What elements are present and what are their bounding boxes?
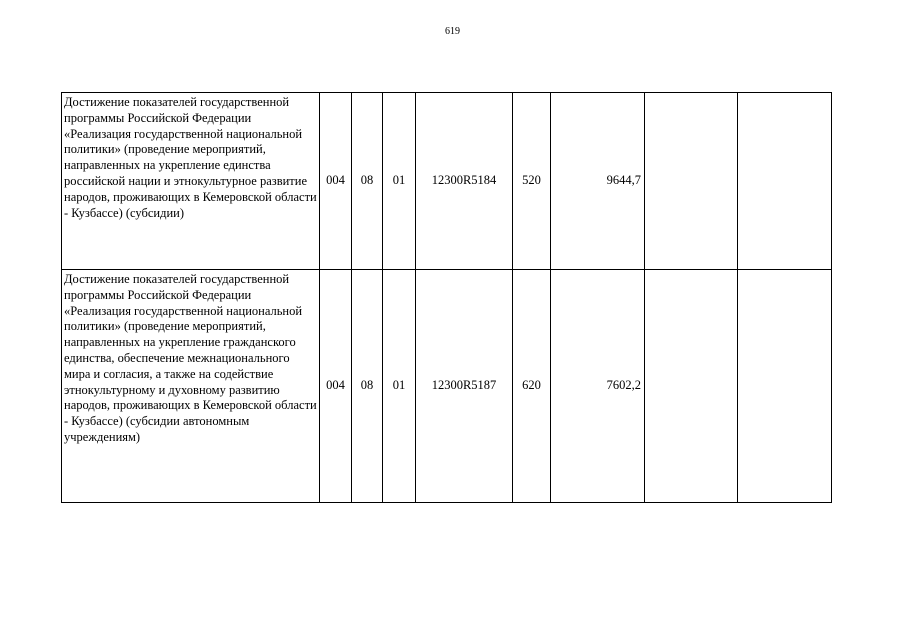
expense-type-cell: 620	[513, 270, 551, 503]
amount-3-cell	[738, 93, 832, 270]
page-number: 619	[445, 26, 460, 37]
amount-cell: 7602,2	[551, 270, 645, 503]
expense-name-cell: Достижение показателей государственной программы Российской Федерации «Реализация государственной национальной политики» (проведение мероприятий, направленных на укрепление гражданского единства, обеспечение межнационального мира и согласия, а также на содействие этнокультурному и духовному развитию народов, проживающих в Кемеровской области - Кузбассе) (субсидии автономным учреждениям)	[62, 270, 320, 503]
amount-2-cell	[645, 270, 738, 503]
target-article-cell: 12300R5184	[416, 93, 513, 270]
amount-cell: 9644,7	[551, 93, 645, 270]
ministry-code-cell: 004	[320, 93, 352, 270]
subsection-code-cell: 01	[383, 93, 416, 270]
table-row	[62, 270, 832, 503]
expense-type-cell: 520	[513, 93, 551, 270]
section-code-cell: 08	[352, 93, 383, 270]
section-code-cell: 08	[352, 270, 383, 503]
target-article-cell: 12300R5187	[416, 270, 513, 503]
budget-table	[61, 92, 832, 503]
expense-name-cell: Достижение показателей государственной программы Российской Федерации «Реализация государственной национальной политики» (проведение мероприятий, направленных на укрепление единства российской нации и этнокультурное развитие народов, проживающих в Кемеровской области - Кузбассе) (субсидии)	[62, 93, 320, 270]
amount-2-cell	[645, 93, 738, 270]
amount-3-cell	[738, 270, 832, 503]
table-row	[62, 93, 832, 270]
ministry-code-cell: 004	[320, 270, 352, 503]
subsection-code-cell: 01	[383, 270, 416, 503]
